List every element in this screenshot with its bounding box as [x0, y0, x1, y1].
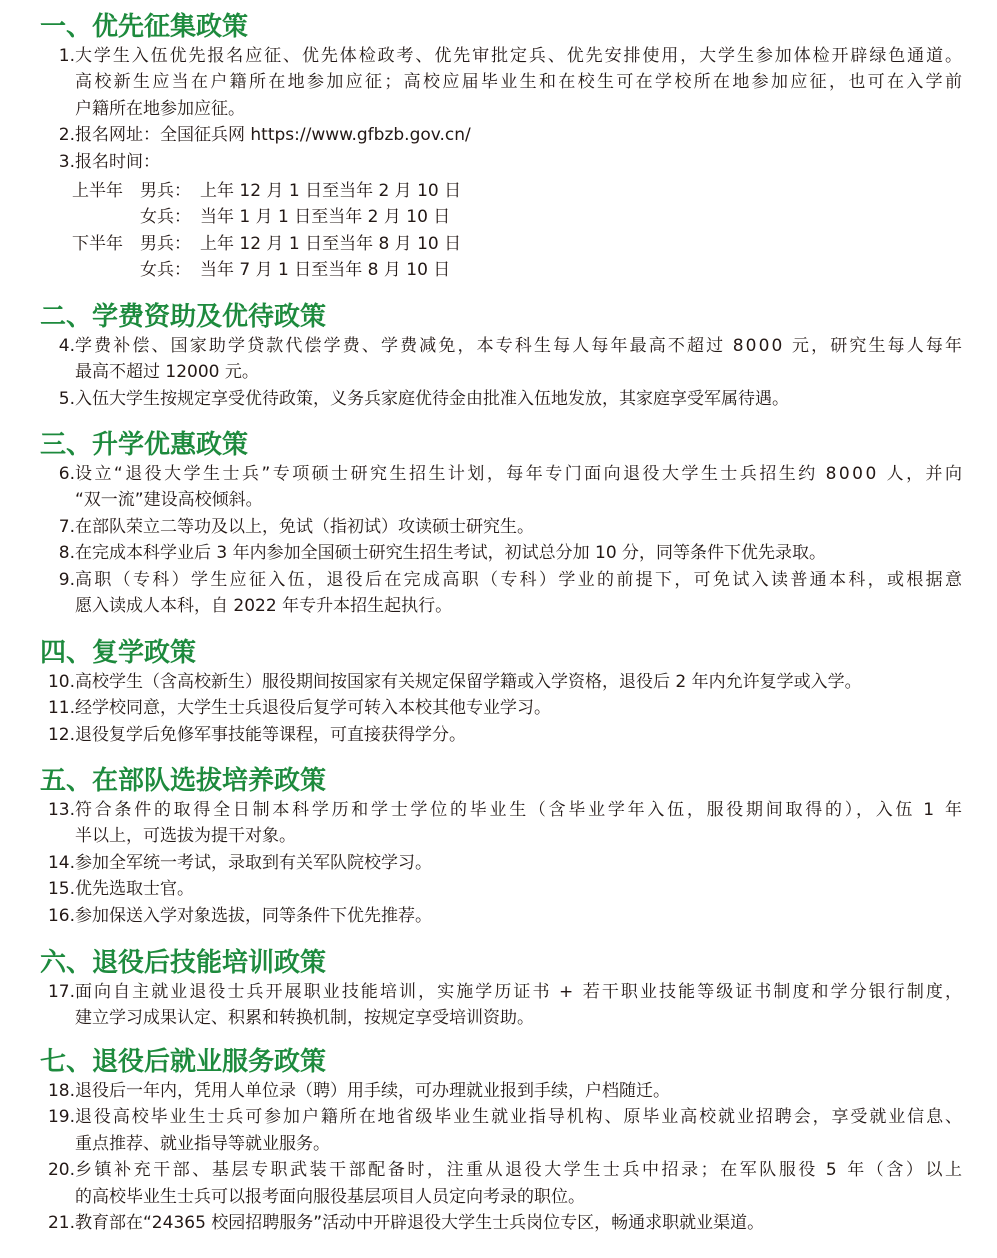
- item-number: 16.: [47, 905, 75, 926]
- item-number: 18.: [47, 1081, 75, 1101]
- item-text-line: 建立学习成果认定、积累和转换机制，按规定享受培训资助。: [75, 1008, 534, 1029]
- item-number: 5.: [58, 388, 75, 409]
- schedule-gender: 男兵：: [140, 181, 191, 201]
- item-text-line: 退役高校毕业生士兵可参加户籍所在地省级毕业生就业指导机构、原毕业高校就业招聘会，享受就业信息、: [75, 1107, 964, 1128]
- item-text-line: “双一流”建设高校倾斜。: [75, 490, 263, 511]
- item-number: 3.: [58, 151, 75, 172]
- item-number: 15.: [47, 879, 75, 900]
- schedule-date-range: 上年 12 月 1 日至当年 8 月 10 日: [200, 233, 462, 254]
- item-text-line: 经学校同意，大学生士兵退役后复学可转入本校其他专业学习。: [75, 698, 551, 719]
- item-text-line: 高职（专科）学生应征入伍，退役后在完成高职（专科）学业的前提下，可免试入读普通本科，或根据意: [75, 569, 965, 590]
- schedule-gender: 女兵：: [140, 260, 191, 281]
- item-number: 20.: [47, 1160, 75, 1181]
- item-text-line: 报名网址：全国征兵网 https://www.gfbzb.gov.cn/: [75, 125, 471, 146]
- item-number: 6.: [58, 464, 75, 484]
- item-text-line: 高校学生（含高校新生）服役期间按国家有关规定保留学籍或入学资格，退役后 2 年内允许复学或入学。: [75, 672, 862, 692]
- schedule-gender: 男兵：: [140, 233, 191, 254]
- item-text-line: 在完成本科学业后 3 年内参加全国硕士研究生招生考试，初试总分加 10 分，同等条件下优先录取。: [75, 543, 827, 564]
- item-text-line: 退役后一年内，凭用人单位录（聘）用手续，可办理就业报到手续，户档随迁。: [75, 1081, 670, 1101]
- section-title: 三、升学优惠政策: [40, 430, 249, 460]
- item-number: 11.: [47, 698, 75, 719]
- section-title: 四、复学政策: [40, 638, 197, 668]
- item-number: 21.: [47, 1213, 75, 1233]
- item-number: 13.: [47, 800, 75, 820]
- item-text-line: 入伍大学生按规定享受优待政策，义务兵家庭优待金由批准入伍地发放，其家庭享受军属待遇。: [75, 388, 789, 409]
- schedule-period: 上半年: [72, 181, 123, 201]
- item-number: 10.: [47, 672, 75, 692]
- item-text-line: 乡镇补充干部、基层专职武装干部配备时，注重从退役大学生士兵中招录；在军队服役 5 年（含）以上: [75, 1160, 965, 1181]
- item-text-line: 半以上，可选拔为提干对象。: [75, 826, 296, 847]
- item-text-line: 愿入读成人本科，自 2022 年专升本招生起执行。: [75, 595, 453, 616]
- item-number: 9.: [58, 569, 75, 590]
- item-text-line: 在部队荣立二等功及以上，免试（指初试）攻读硕士研究生。: [75, 516, 534, 537]
- item-text-line: 报名时间：: [75, 151, 160, 172]
- item-number: 1.: [58, 46, 75, 66]
- item-text-line: 优先选取士官。: [75, 879, 194, 900]
- item-text-line: 设立“退役大学生士兵”专项硕士研究生招生计划，每年专门面向退役大学生士兵招生约 8000 人，并向: [75, 464, 965, 484]
- item-text-line: 户籍所在地参加应征。: [75, 98, 245, 119]
- schedule-date-range: 当年 1 月 1 日至当年 2 月 10 日: [200, 207, 451, 228]
- item-text-line: 的高校毕业生士兵可以报考面向服役基层项目人员定向考录的职位。: [75, 1186, 585, 1207]
- section-title: 五、在部队选拔培养政策: [40, 766, 327, 796]
- item-text-line: 高校新生应当在户籍所在地参加应征；高校应届毕业生和在校生可在学校所在地参加应征，也可在入学前: [75, 72, 965, 93]
- item-text-line: 最高不超过 12000 元。: [75, 362, 259, 383]
- item-text-line: 学费补偿、国家助学贷款代偿学费、学费减免，本专科生每人每年最高不超过 8000 元，研究生每人每年: [75, 336, 965, 356]
- item-text-line: 参加全军统一考试，录取到有关军队院校学习。: [75, 852, 432, 873]
- item-number: 17.: [47, 982, 75, 1002]
- item-text-line: 重点推荐、就业指导等就业服务。: [75, 1133, 330, 1154]
- section-title: 六、退役后技能培训政策: [40, 948, 327, 978]
- item-text-line: 参加保送入学对象选拔，同等条件下优先推荐。: [75, 905, 432, 926]
- section-title: 二、学费资助及优待政策: [40, 302, 327, 332]
- item-number: 19.: [47, 1107, 75, 1128]
- item-text-line: 符合条件的取得全日制本科学历和学士学位的毕业生（含毕业学年入伍，服役期间取得的），入伍 1 年: [75, 800, 965, 820]
- item-number: 14.: [47, 852, 75, 873]
- item-number: 8.: [58, 543, 75, 564]
- item-text-line: 大学生入伍优先报名应征、优先体检政考、优先审批定兵、优先安排使用，大学生参加体检开辟绿色通道。: [75, 46, 964, 66]
- schedule-date-range: 上年 12 月 1 日至当年 2 月 10 日: [200, 181, 462, 201]
- item-number: 2.: [58, 125, 75, 146]
- item-number: 12.: [47, 724, 75, 745]
- schedule-date-range: 当年 7 月 1 日至当年 8 月 10 日: [200, 260, 451, 281]
- item-number: 7.: [58, 516, 75, 537]
- schedule-gender: 女兵：: [140, 207, 191, 228]
- section-title: 一、优先征集政策: [40, 12, 249, 42]
- item-text-line: 教育部在“24365 校园招聘服务”活动中开辟退役大学生士兵岗位专区，畅通求职就业渠道。: [75, 1213, 765, 1233]
- item-text-line: 面向自主就业退役士兵开展职业技能培训，实施学历证书 + 若干职业技能等级证书制度和学分银行制度，: [75, 982, 965, 1002]
- item-text-line: 退役复学后免修军事技能等课程，可直接获得学分。: [75, 724, 466, 745]
- section-title: 七、退役后就业服务政策: [40, 1047, 327, 1077]
- item-number: 4.: [58, 336, 75, 356]
- schedule-period: 下半年: [72, 233, 123, 254]
